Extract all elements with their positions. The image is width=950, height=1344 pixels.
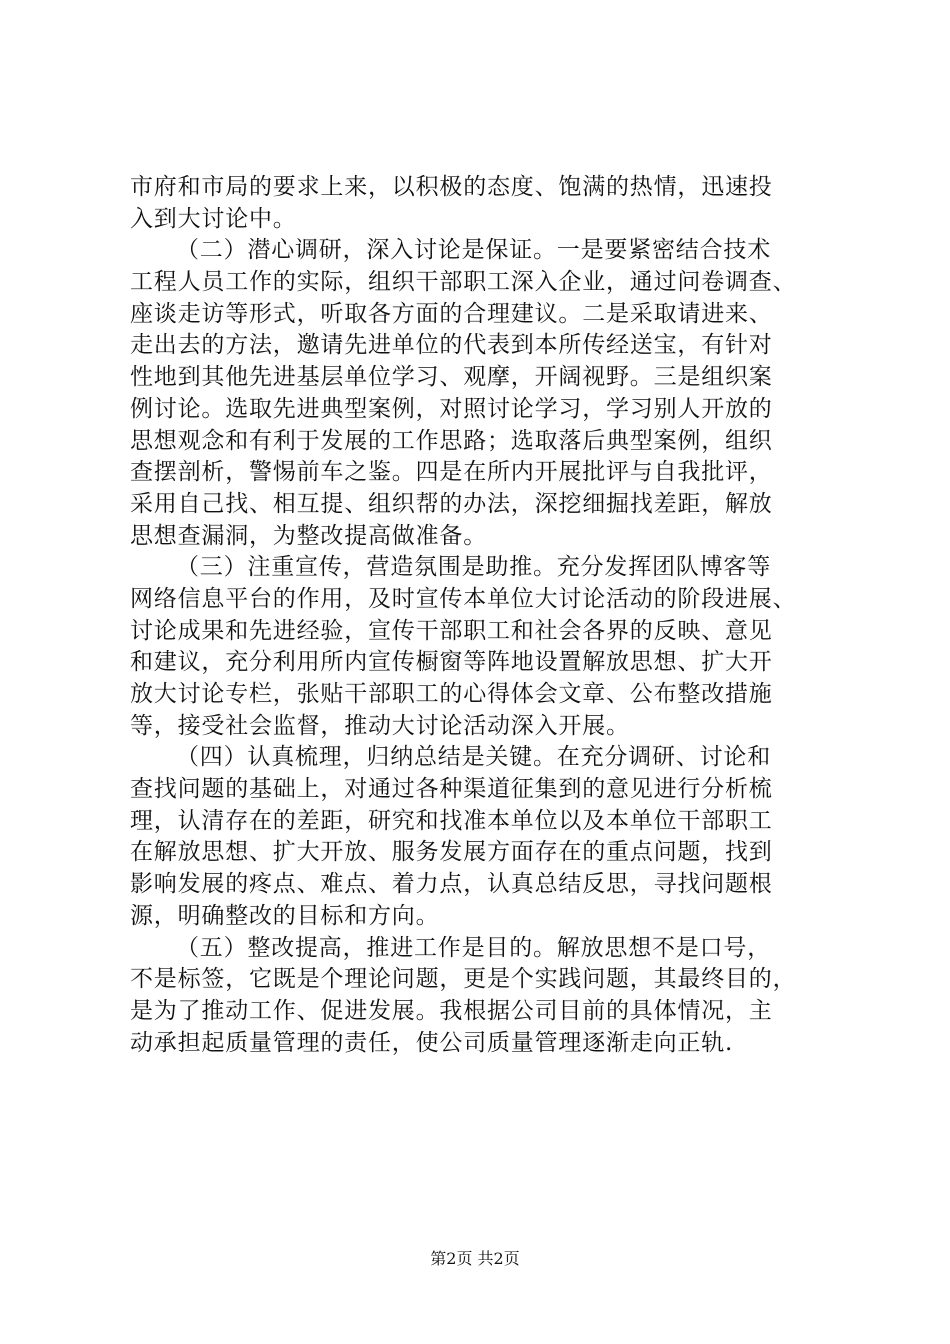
text-line: 和建议，充分利用所内宣传橱窗等阵地设置解放思想、扩大开 (130, 649, 773, 676)
text-line: 查找问题的基础上，对通过各种渠道征集到的意见进行分析梳 (130, 776, 773, 803)
text-line: 网络信息平台的作用，及时宣传本单位大讨论活动的阶段进展、 (130, 585, 797, 612)
document-body (130, 172, 830, 1059)
text-line: 采用自己找、相互提、组织帮的办法，深挖细掘找差距，解放 (130, 490, 773, 517)
text-line: 不是标签，它既是个理论问题，更是个实践问题，其最终目的， (130, 966, 797, 993)
text-line: 思想查漏洞，为整改提高做准备。 (130, 522, 487, 549)
text-line: 思想观念和有利于发展的工作思路；选取落后典型案例，组织 (130, 427, 773, 454)
paragraph-section-2 (130, 235, 830, 552)
text-line: 查摆剖析，警惕前车之鉴。四是在所内开展批评与自我批评， (130, 459, 773, 486)
paragraph-section-5 (130, 933, 830, 1060)
text-line: 讨论成果和先进经验，宣传干部职工和社会各界的反映、意见 (130, 617, 773, 644)
text-line: 影响发展的疼点、难点、着力点，认真总结反思，寻找问题根 (130, 871, 773, 898)
text-line: （四）认真梳理，归纳总结是关键。在充分调研、讨论和 (176, 744, 771, 771)
page-number-footer: 第2页 共2页 (430, 1249, 520, 1268)
text-line: 等，接受社会监督，推动大讨论活动深入开展。 (130, 712, 630, 739)
text-line: 座谈走访等形式，听取各方面的合理建议。二是采取请进来、 (130, 300, 773, 327)
text-line: 源，明确整改的目标和方向。 (130, 902, 440, 929)
text-line: 工程人员工作的实际，组织干部职工深入企业，通过问卷调查、 (130, 269, 797, 296)
text-line: （二）潜心调研，深入讨论是保证。一是要紧密结合技术 (176, 237, 771, 264)
paragraph-section-4 (130, 742, 830, 932)
text-line: 入到大讨论中。 (130, 205, 297, 232)
paragraph-section-3 (130, 552, 830, 742)
text-line: 走出去的方法，邀请先进单位的代表到本所传经送宝，有针对 (130, 332, 773, 359)
text-line: 例讨论。选取先进典型案例，对照讨论学习，学习别人开放的 (130, 395, 773, 422)
paragraph-continuation (130, 172, 830, 235)
text-line: （五）整改提高，推进工作是目的。解放思想不是口号， (176, 934, 771, 961)
text-line: 在解放思想、扩大开放、服务发展方面存在的重点问题，找到 (130, 839, 773, 866)
text-line: 动承担起质量管理的责任，使公司质量管理逐渐走向正轨. (130, 1029, 734, 1056)
text-line: 性地到其他先进基层单位学习、观摩，开阔视野。三是组织案 (130, 364, 773, 391)
text-line: 放大讨论专栏，张贴干部职工的心得体会文章、公布整改措施 (130, 681, 773, 707)
text-line: 是为了推动工作、促进发展。我根据公司目前的具体情况，主 (130, 997, 773, 1024)
text-line: 理，认清存在的差距，研究和找准本单位以及本单位干部职工 (130, 807, 773, 834)
text-line: （三）注重宣传，营造氛围是助推。充分发挥团队博客等 (176, 554, 771, 581)
text-line: 市府和市局的要求上来，以积极的态度、饱满的热情，迅速投 (130, 174, 773, 200)
